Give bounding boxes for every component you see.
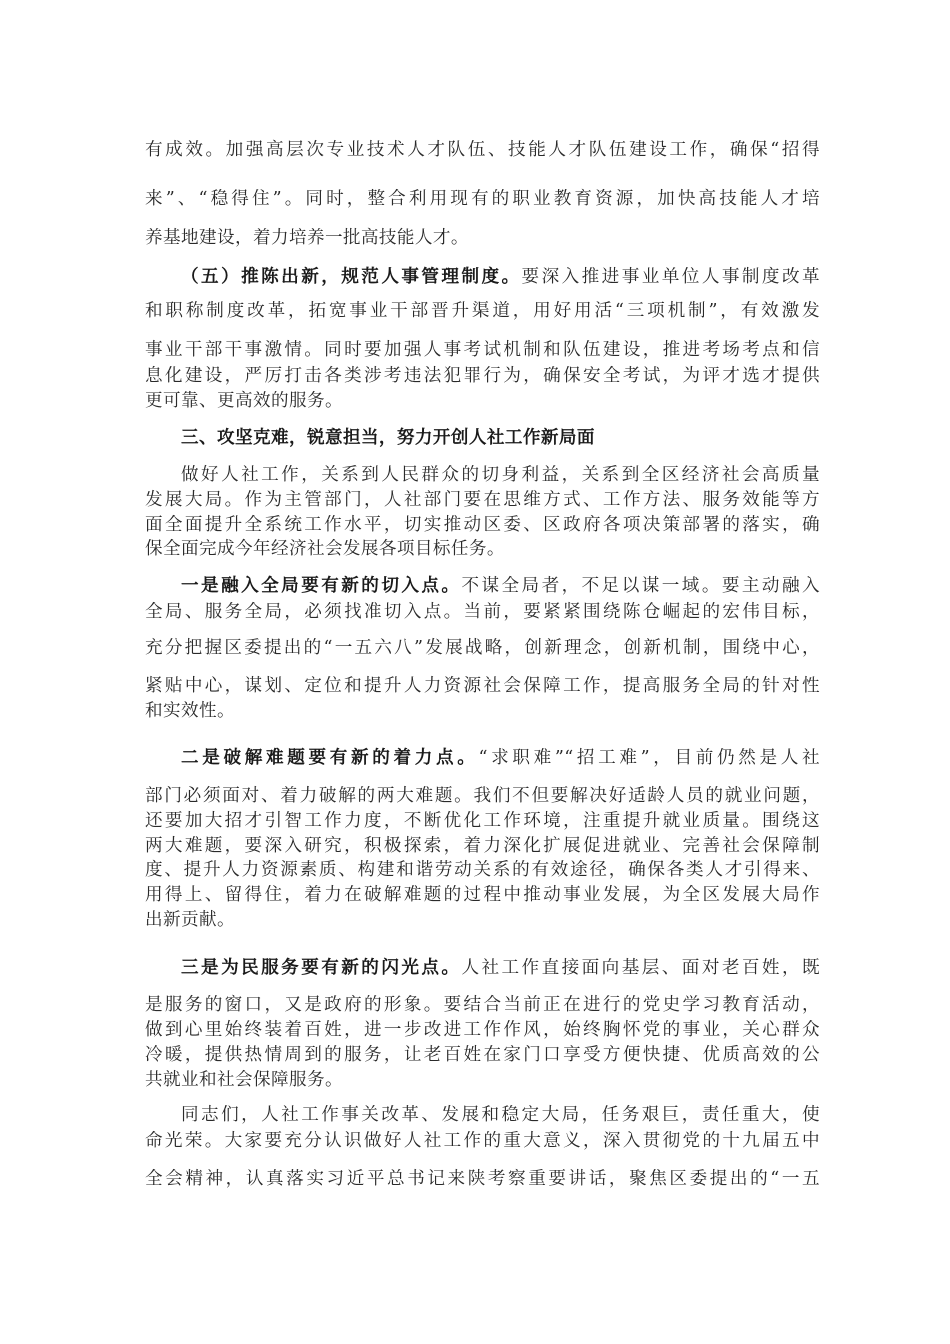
body-line: 出新贡献。 <box>145 910 235 930</box>
body-line: 充分把握区委提出的“一五六八”发展战略，创新理念，创新机制，围绕中心， <box>145 638 820 658</box>
point-heading-line <box>181 956 820 980</box>
body-line: 和职称制度改革，拓宽事业干部晋升渠道，用好用活“三项机制”，有效激发 <box>145 301 820 321</box>
paragraph-text: 不谋全局者，不足以谋一域。要主动融入 <box>461 576 820 596</box>
body-line: 共就业和社会保障服务。 <box>145 1070 343 1090</box>
body-line: 部门必须面对、着力破解的两大难题。我们不但要解决好适龄人员的就业问题， <box>145 786 820 806</box>
point-heading: 三是为民服务要有新的闪光点。 <box>181 957 462 978</box>
body-line: 全局、服务全局，必须找准切入点。当前，要紧紧围绕陈仓崛起的宏伟目标， <box>145 602 820 622</box>
body-line: 面全面提升全系统工作水平，切实推动区委、区政府各项决策部署的落实，确 <box>145 515 820 535</box>
body-line: 做好人社工作，关系到人民群众的切身利益，关系到全区经济社会高质量 <box>181 465 820 485</box>
paragraph-text: 人社工作直接面向基层、面对老百姓，既 <box>461 958 820 978</box>
body-line: 命光荣。大家要充分认识做好人社工作的重大意义，深入贯彻党的十九届五中 <box>145 1131 820 1151</box>
body-line: 和实效性。 <box>145 701 235 721</box>
body-line: 紧贴中心，谋划、定位和提升人力资源社会保障工作，提高服务全局的针对性 <box>145 676 820 696</box>
body-line: 来”、“稳得住”。同时，整合利用现有的职业教育资源，加快高技能人才培 <box>145 189 820 209</box>
section-heading: （五）推陈出新，规范人事管理制度。 <box>181 266 522 287</box>
body-line: 用得上、留得住，着力在破解难题的过程中推动事业发展，为全区发展大局作 <box>145 885 820 905</box>
body-line: 发展大局。作为主管部门，人社部门要在思维方式、工作方法、服务效能等方 <box>145 490 820 510</box>
body-line: 保全面完成今年经济社会发展各项目标任务。 <box>145 539 505 559</box>
body-line: 更可靠、更高效的服务。 <box>145 391 343 411</box>
paragraph-text: 要深入推进事业单位人事制度改革 <box>521 267 820 287</box>
body-line: 全会精神，认真落实习近平总书记来陕考察重要讲话，聚焦区委提出的“一五 <box>145 1169 820 1189</box>
chapter-heading: 三、攻坚克难，锐意担当，努力开创人社工作新局面 <box>181 427 595 448</box>
point-heading-line <box>181 746 820 770</box>
body-line: 还要加大招才引智工作力度，不断优化工作环境，注重提升就业质量。围绕这 <box>145 811 820 831</box>
body-line: 度、提升人力资源素质、构建和谐劳动关系的有效途径，确保各类人才引得来、 <box>145 860 820 880</box>
point-heading-line <box>181 574 820 598</box>
body-line: 息化建设，严厉打击各类涉考违法犯罪行为，确保安全考试，为评才选才提供 <box>145 366 820 386</box>
body-line: 做到心里始终装着百姓，进一步改进工作作风，始终胸怀党的事业，关心群众 <box>145 1020 820 1040</box>
body-line: 同志们，人社工作事关改革、发展和稳定大局，任务艰巨，责任重大，使 <box>181 1105 820 1125</box>
body-line: 事业干部干事激情。同时要加强人事考试机制和队伍建设，推进考场考点和信 <box>145 340 820 360</box>
body-line: 是服务的窗口，又是政府的形象。要结合当前正在进行的党史学习教育活动， <box>145 995 820 1015</box>
section-heading-line <box>181 265 820 289</box>
body-line: 养基地建设，着力培养一批高技能人才。 <box>145 228 469 248</box>
body-line: 两大难题，要深入研究，积极探索，着力深化扩展促进就业、完善社会保障制 <box>145 836 820 856</box>
point-heading: 二是破解难题要有新的着力点。 <box>181 747 479 768</box>
body-line: 冷暖，提供热情周到的服务，让老百姓在家门口享受方便快捷、优质高效的公 <box>145 1045 820 1065</box>
paragraph-text: “求职难”“招工难”，目前仍然是人社 <box>478 748 820 768</box>
point-heading: 一是融入全局要有新的切入点。 <box>181 575 462 596</box>
body-line: 有成效。加强高层次专业技术人才队伍、技能人才队伍建设工作，确保“招得 <box>145 140 820 160</box>
